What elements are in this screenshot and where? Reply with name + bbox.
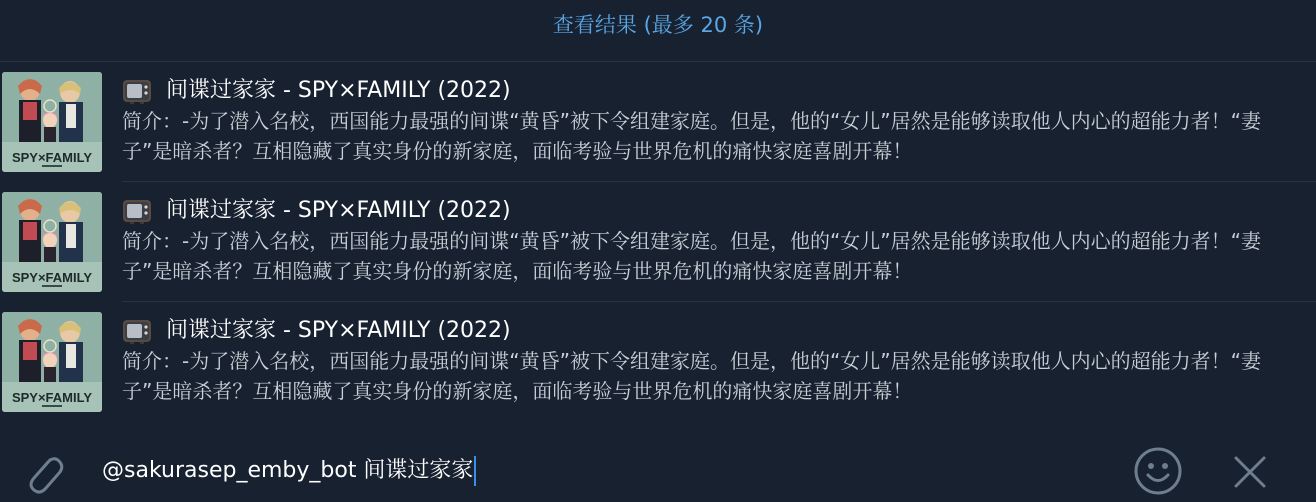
- smiley-icon[interactable]: [1133, 446, 1183, 496]
- result-text: [122, 316, 1302, 406]
- results-header[interactable]: [0, 0, 1316, 48]
- poster-thumbnail: [2, 312, 102, 412]
- inline-results-list: [0, 62, 1316, 422]
- result-title: [122, 196, 1302, 226]
- poster-title-text: SPY×FAMILY: [11, 150, 93, 165]
- poster-thumbnail: [2, 72, 102, 172]
- television-icon: [122, 77, 152, 105]
- close-icon[interactable]: [1232, 454, 1268, 490]
- message-input-text: @sakurasep_emby_bot 间谍过家家: [102, 458, 474, 483]
- result-description: 简介：-为了潜入名校，西国能力最强的间谍“黄昏”被下令组建家庭。但是，他的“女儿”居然是能够读取他人内心的超能力者！“妻子”是暗杀者？互相隐藏了真实身份的新家庭，面临考验与世界危机的痛快家庭喜剧开幕！: [122, 229, 1262, 283]
- result-text: [122, 196, 1302, 286]
- poster-title-text: SPY×FAMILY: [11, 270, 93, 285]
- poster-title-text: SPY×FAMILY: [11, 390, 93, 405]
- television-icon: [122, 317, 152, 345]
- television-icon: [122, 197, 152, 225]
- result-title: [122, 316, 1302, 346]
- result-item[interactable]: [0, 62, 1316, 182]
- result-title-text: 间谍过家家 - SPY×FAMILY (2022): [166, 78, 511, 103]
- result-item[interactable]: [0, 302, 1316, 422]
- result-description: 简介：-为了潜入名校，西国能力最强的间谍“黄昏”被下令组建家庭。但是，他的“女儿”居然是能够读取他人内心的超能力者！“妻子”是暗杀者？互相隐藏了真实身份的新家庭，面临考验与世界危机的痛快家庭喜剧开幕！: [122, 109, 1262, 163]
- result-text: [122, 76, 1302, 166]
- result-title-text: 间谍过家家 - SPY×FAMILY (2022): [166, 198, 511, 223]
- message-input[interactable]: [102, 456, 476, 486]
- results-header-title[interactable]: 查看结果 (最多 20 条): [552, 13, 764, 37]
- result-item[interactable]: [0, 182, 1316, 302]
- result-title: [122, 76, 1302, 106]
- result-title-text: 间谍过家家 - SPY×FAMILY (2022): [166, 318, 511, 343]
- paperclip-icon[interactable]: [20, 448, 66, 498]
- poster-thumbnail: [2, 192, 102, 292]
- result-description: 简介：-为了潜入名校，西国能力最强的间谍“黄昏”被下令组建家庭。但是，他的“女儿”居然是能够读取他人内心的超能力者！“妻子”是暗杀者？互相隐藏了真实身份的新家庭，面临考验与世界危机的痛快家庭喜剧开幕！: [122, 349, 1262, 403]
- message-composer: [0, 426, 1316, 502]
- text-caret: [474, 456, 476, 486]
